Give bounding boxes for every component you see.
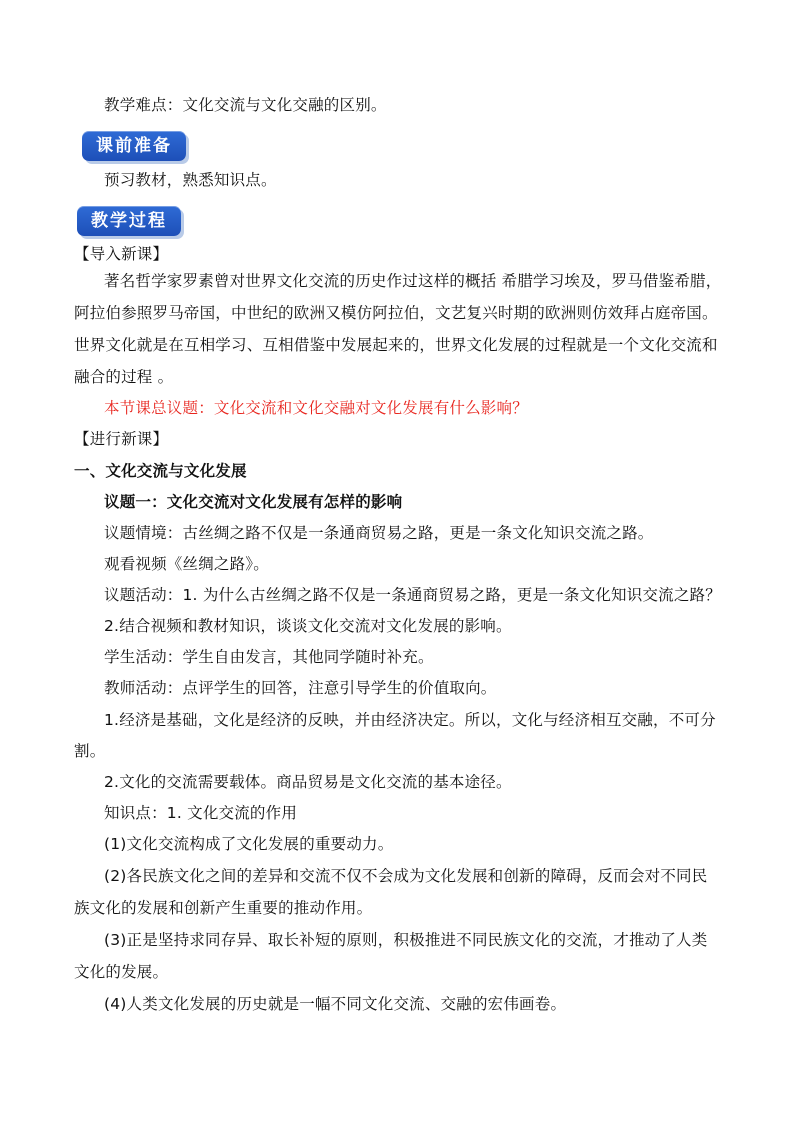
- video-text: 观看视频《丝绸之路》。: [104, 555, 269, 573]
- point-text: 割。: [74, 742, 106, 760]
- overall-topic: 本节课总议题：文化交流和文化交融对文化发展有什么影响？: [104, 399, 528, 417]
- prep-badge: 课前准备: [82, 131, 186, 161]
- knowledge-item: 文化的发展。: [74, 963, 169, 981]
- process-badge: 教学过程: [77, 206, 181, 236]
- knowledge-item: (1)文化交流构成了文化发展的重要动力。: [104, 835, 394, 853]
- point-text: 1.经济是基础，文化是经济的反映，并由经济决定。所以，文化与经济相互交融，不可分: [104, 711, 716, 729]
- newlesson-heading: 【进行新课】: [74, 430, 169, 448]
- activity-text: 议题活动：1. 为什么古丝绸之路不仅是一条通商贸易之路，更是一条文化知识交流之路？: [104, 586, 721, 604]
- scenario-text: 议题情境：古丝绸之路不仅是一条通商贸易之路，更是一条文化知识交流之路。: [104, 524, 654, 542]
- intro-paragraph-line: 融合的过程 。: [74, 368, 174, 386]
- knowledge-item: (3)正是坚持求同存异、取长补短的原则，积极推进不同民族文化的交流，才推动了人类: [104, 931, 708, 949]
- point-text: 2.文化的交流需要载体。商品贸易是文化交流的基本途径。: [104, 773, 512, 791]
- teaching-difficulty: 教学难点：文化交流与文化交融的区别。: [104, 96, 387, 114]
- intro-paragraph-line: 世界文化就是在互相学习、互相借鉴中发展起来的，世界文化发展的过程就是一个文化交流和: [74, 336, 718, 354]
- knowledge-item: (2)各民族文化之间的差异和交流不仅不会成为文化发展和创新的障碍，反而会对不同民: [104, 867, 708, 885]
- intro-paragraph-line: 阿拉伯参照罗马帝国，中世纪的欧洲又模仿阿拉伯，文艺复兴时期的欧洲则仿效拜占庭帝国。: [74, 304, 718, 322]
- prep-text: 预习教材，熟悉知识点。: [104, 171, 277, 189]
- section-heading: 一、文化交流与文化发展: [74, 462, 247, 480]
- knowledge-heading: 知识点：1. 文化交流的作用: [104, 804, 298, 822]
- knowledge-item: 族文化的发展和创新产生重要的推动作用。: [74, 899, 373, 917]
- activity-text: 2.结合视频和教材知识，谈谈文化交流对文化发展的影响。: [104, 617, 512, 635]
- teacher-activity: 教师活动：点评学生的回答，注意引导学生的价值取向。: [104, 679, 497, 697]
- student-activity: 学生活动：学生自由发言，其他同学随时补充。: [104, 648, 434, 666]
- intro-heading: 【导入新课】: [74, 245, 169, 263]
- subtopic-heading: 议题一：文化交流对文化发展有怎样的影响: [104, 493, 403, 511]
- intro-paragraph-line: 著名哲学家罗素曾对世界文化交流的历史作过这样的概括 希腊学习埃及，罗马借鉴希腊，: [104, 272, 722, 290]
- knowledge-item: (4)人类文化发展的历史就是一幅不同文化交流、交融的宏伟画卷。: [104, 995, 567, 1013]
